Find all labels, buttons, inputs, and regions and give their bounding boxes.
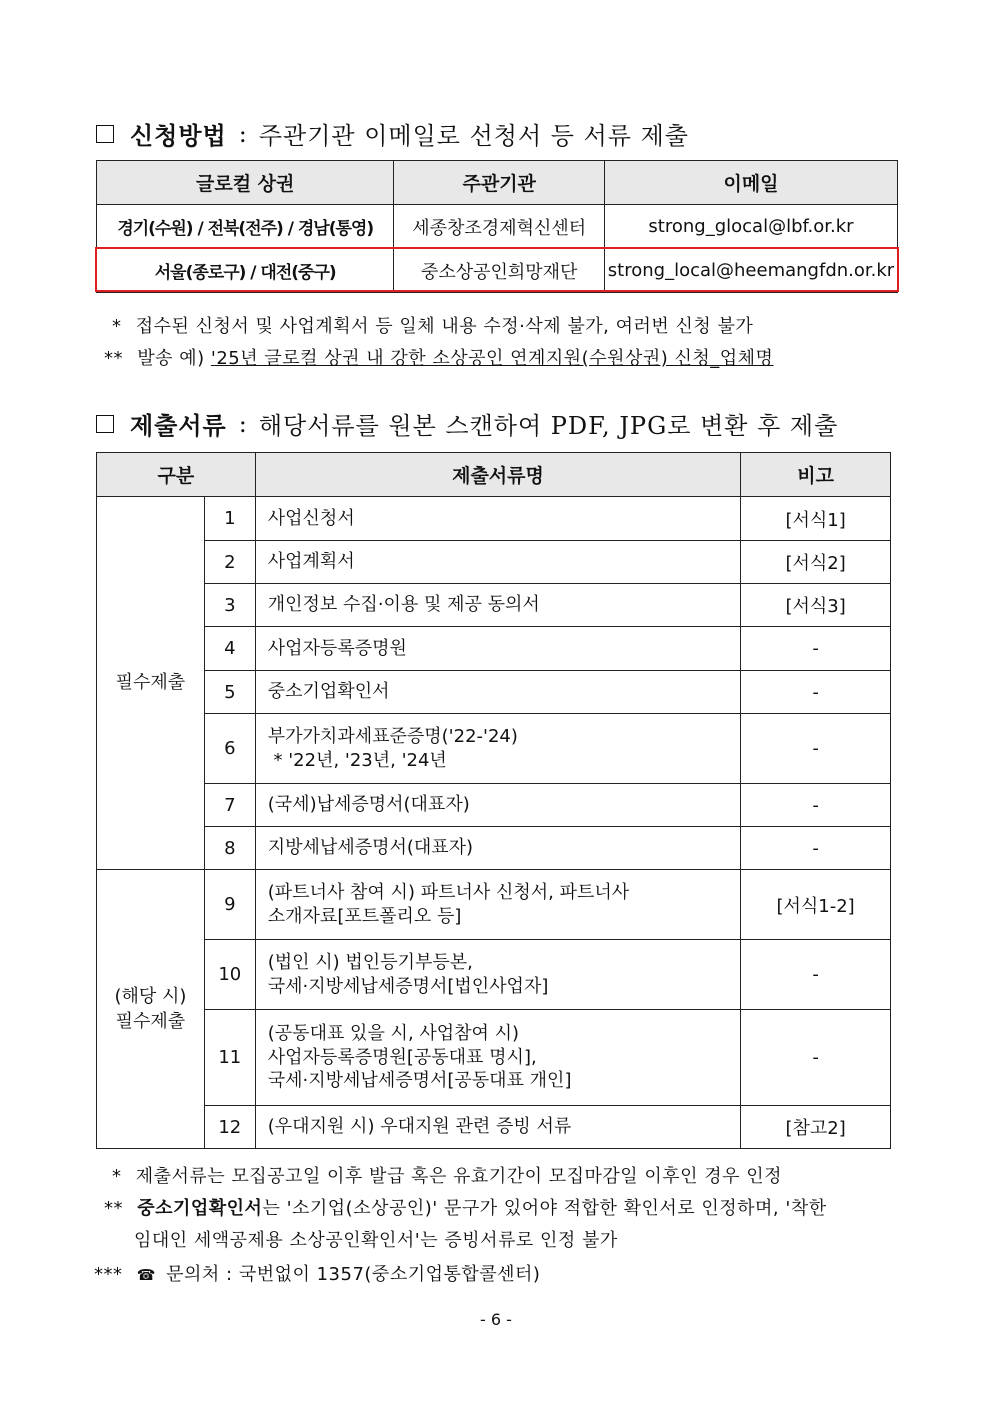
phone-icon: ☎ <box>136 1266 156 1284</box>
section-heading-documents <box>96 406 838 441</box>
contact-table <box>96 160 898 293</box>
header-remark: 비고 <box>741 453 891 497</box>
table-row <box>97 497 891 541</box>
table-row <box>97 205 898 249</box>
section-desc: 해당서류를 원본 스캔하여 PDF, JPG로 변환 후 제출 <box>258 412 839 440</box>
section-separator: : <box>238 119 247 148</box>
row-number: 2 <box>204 541 255 584</box>
note-text: 제출서류는 모집공고일 이후 발급 혹은 유효기간이 모집마감일 이후인 경우 인정 <box>135 1166 783 1187</box>
note-text: 문의처 : 국번없이 1357(중소기업통합콜센터) <box>166 1264 541 1285</box>
email-cell: strong_local@heemangfdn.or.kr <box>605 249 898 293</box>
doc-name: 사업자등록증명원 <box>255 627 740 671</box>
doc-name-line: 사업자등록증명원[공동대표 명시], <box>267 1046 537 1068</box>
doc-remark: [서식2] <box>741 541 891 584</box>
table-row <box>97 784 891 827</box>
doc-remark: - <box>741 827 891 870</box>
header-org: 주관기관 <box>394 161 605 205</box>
row-number: 11 <box>204 1010 255 1106</box>
section-desc: 주관기관 이메일로 선청서 등 서류 제출 <box>258 122 689 150</box>
doc-remark: [서식1-2] <box>741 870 891 940</box>
note-text: 접수된 신청서 및 사업계획서 등 일체 내용 수정·삭제 불가, 여러번 신청 불가 <box>135 316 754 337</box>
row-number: 6 <box>204 714 255 784</box>
doc-remark: [서식1] <box>741 497 891 541</box>
note-example: '25년 글로컬 상권 내 강한 소상공인 연계지원(수원상권) 신청_업체명 <box>210 348 774 369</box>
header-category: 구분 <box>97 453 256 497</box>
documents-table <box>96 452 891 1149</box>
section-title: 신청방법 <box>130 122 227 150</box>
group-required: 필수제출 <box>97 497 205 870</box>
table-row <box>97 870 891 940</box>
doc-remark: - <box>741 940 891 1010</box>
region-cell: 서울(종로구) / 대전(중구) <box>97 249 394 293</box>
note-mark: *** <box>94 1264 123 1285</box>
page-number: - 6 - <box>480 1310 512 1329</box>
table-row <box>97 1010 891 1106</box>
header-email: 이메일 <box>605 161 898 205</box>
note-prefix: 발송 예) <box>137 348 205 369</box>
doc-name-line: 국세·지방세납세증명서[공동대표 개인] <box>267 1070 572 1092</box>
note-line <box>104 1194 827 1220</box>
header-doc-name: 제출서류명 <box>255 453 740 497</box>
group-label-line: 필수제출 <box>115 1011 186 1032</box>
row-number: 4 <box>204 627 255 671</box>
doc-remark: - <box>741 1010 891 1106</box>
table-header-row <box>97 161 898 205</box>
doc-name: 개인정보 수집·이용 및 제공 동의서 <box>255 584 740 627</box>
table-row <box>97 1106 891 1149</box>
doc-name <box>255 870 740 940</box>
row-number: 9 <box>204 870 255 940</box>
doc-name: (우대지원 시) 우대지원 관련 증빙 서류 <box>255 1106 740 1149</box>
note-text: 는 '소기업(소상공인)' 문구가 있어야 적합한 확인서로 인정하며, '착한 <box>262 1198 827 1219</box>
doc-name: 지방세납세증명서(대표자) <box>255 827 740 870</box>
doc-name: (국세)납세증명서(대표자) <box>255 784 740 827</box>
doc-name <box>255 714 740 784</box>
note-line <box>104 344 773 370</box>
doc-name: 사업계획서 <box>255 541 740 584</box>
note-mark: * <box>112 316 122 337</box>
group-conditional <box>97 870 205 1149</box>
doc-name: 사업신청서 <box>255 497 740 541</box>
group-label-line: (해당 시) <box>114 985 187 1007</box>
table-header-row <box>97 453 891 497</box>
table-row <box>97 584 891 627</box>
row-number: 7 <box>204 784 255 827</box>
table-row <box>97 627 891 671</box>
section-separator: : <box>238 409 247 438</box>
doc-name <box>255 940 740 1010</box>
region-cell: 경기(수원) / 전북(전주) / 경남(통영) <box>97 205 394 249</box>
table-row <box>97 541 891 584</box>
note-mark: ** <box>104 348 123 369</box>
checkbox-icon <box>96 125 114 143</box>
row-number: 12 <box>204 1106 255 1149</box>
doc-remark: [서식3] <box>741 584 891 627</box>
doc-remark: - <box>741 627 891 671</box>
doc-name-subnote: * '22년, '23년, '24년 <box>267 749 447 771</box>
table-row <box>97 249 898 293</box>
doc-name-line: (법인 시) 법인등기부등본, <box>267 952 473 974</box>
doc-name: 중소기업확인서 <box>255 671 740 714</box>
note-line <box>134 1226 618 1252</box>
doc-name-line: (파트너사 참여 시) 파트너사 신청서, 파트너사 <box>267 882 630 904</box>
doc-name-line: (공동대표 있을 시, 사업참여 시) <box>267 1023 520 1045</box>
checkbox-icon <box>96 415 114 433</box>
table-row <box>97 714 891 784</box>
table-row <box>97 671 891 714</box>
note-line <box>112 1162 782 1188</box>
doc-remark: [참고2] <box>741 1106 891 1149</box>
doc-remark: - <box>741 714 891 784</box>
email-cell: strong_glocal@lbf.or.kr <box>605 205 898 249</box>
org-cell: 세종창조경제혁신센터 <box>394 205 605 249</box>
org-cell: 중소상공인희망재단 <box>394 249 605 293</box>
row-number: 10 <box>204 940 255 1010</box>
note-mark: ** <box>104 1198 123 1219</box>
doc-name <box>255 1010 740 1106</box>
doc-remark: - <box>741 784 891 827</box>
doc-name-line: 부가가치과세표준증명('22-'24) <box>267 726 518 748</box>
row-number: 5 <box>204 671 255 714</box>
row-number: 3 <box>204 584 255 627</box>
doc-name-line: 소개자료[포트폴리오 등] <box>267 905 462 927</box>
table-row <box>97 827 891 870</box>
note-bold: 중소기업확인서 <box>137 1198 263 1219</box>
note-text: 임대인 세액공제용 소상공인확인서'는 증빙서류로 인정 불가 <box>134 1230 618 1251</box>
row-number: 1 <box>204 497 255 541</box>
row-number: 8 <box>204 827 255 870</box>
note-mark: * <box>112 1166 122 1187</box>
header-region: 글로컬 상권 <box>97 161 394 205</box>
section-title: 제출서류 <box>130 412 227 440</box>
note-line <box>94 1260 540 1286</box>
section-heading-apply <box>96 116 689 151</box>
note-line <box>112 312 753 338</box>
doc-name-line: 국세·지방세납세증명서[법인사업자] <box>267 975 549 997</box>
table-row <box>97 940 891 1010</box>
doc-remark: - <box>741 671 891 714</box>
